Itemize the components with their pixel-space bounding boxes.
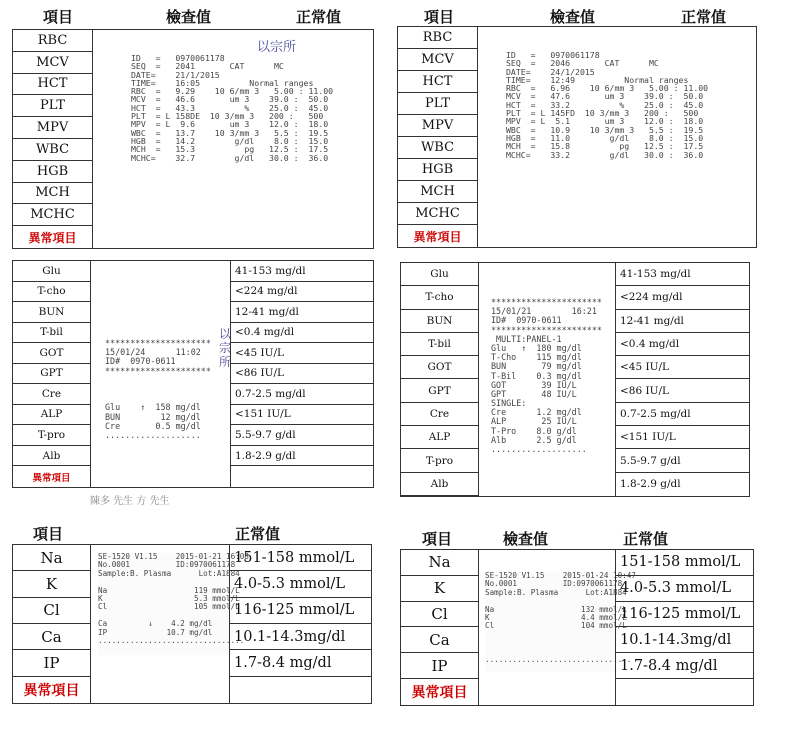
label-mchc: MCHC [398, 203, 477, 225]
printout-line: Glu ↑ 158 mg/dl [105, 402, 201, 413]
label-t-pro: T-pro [13, 425, 90, 446]
printout-line: Cl 104 mmol/L [485, 621, 627, 631]
chem-analyzer-printout [491, 298, 611, 454]
printout-line [105, 385, 225, 394]
electrolyte-normal-column [615, 550, 753, 705]
abnormal-items-label: 異常項目 [411, 685, 468, 702]
stray-handwriting: 陳多 先生 方 先生 [90, 496, 170, 507]
label-t-cho: T-cho [13, 282, 90, 303]
label-t-cho: T-cho [401, 286, 478, 309]
printout-line: ................... [491, 444, 587, 454]
cbc-label-column [398, 27, 478, 247]
label-rbc: RBC [398, 27, 477, 49]
printout-line: MCHC= 32.7 g/dl 30.0 : 36.0 [131, 152, 329, 163]
label-ca: Ca [401, 627, 478, 653]
printout-line: ID# 0970-0611 [105, 356, 176, 367]
label-mchc: MCHC [13, 204, 92, 226]
label-t-bil: T-bil [13, 323, 90, 344]
printout-line: MCV = 47.6 um 3 39.0 : 50.0 [506, 91, 704, 102]
printout-line: Sample:B. Plasma Lot:A1884 [485, 587, 627, 597]
printout-line: MCHC= 33.2 g/dl 30.0 : 36.0 [506, 149, 704, 160]
printout-line: ********************** [491, 297, 602, 307]
printout-line: BUN 79 mg/dl [491, 361, 582, 372]
printout-line: ................................ [98, 635, 245, 645]
printout-line: MULTI:PANEL-1 [491, 333, 562, 344]
label-got: GOT [13, 343, 90, 364]
printout-line: T-Pro 8.0 g/dl [491, 425, 577, 436]
normal-header: 正常值 [681, 8, 727, 26]
label-rbc: RBC [13, 30, 92, 52]
normal-range-value: 151-158 mmol/L [616, 550, 753, 576]
printout-line: MCH = 15.3 pg 12.5 : 17.5 [131, 144, 329, 155]
printout-line: ********************** [491, 324, 602, 335]
label-alp: ALP [13, 405, 90, 426]
label-cre: Cre [401, 403, 478, 426]
normal-range-value: <224 mg/dl [231, 282, 373, 303]
printout-line: SINGLE: [491, 398, 527, 409]
label-mch: MCH [13, 183, 92, 205]
label-bun: BUN [13, 302, 90, 323]
printout-line: Na 119 mmol/L [98, 585, 240, 595]
label-k: K [13, 571, 90, 597]
printout-line: Glu ↑ 180 mg/dl [491, 342, 582, 353]
printout-line: MCH = 15.8 pg 12.5 : 17.5 [506, 141, 704, 152]
printout-line: ALP 25 IU/L [491, 416, 577, 427]
label-ip: IP [13, 650, 90, 676]
printout-line: WBC = 13.7 10 3/mm 3 5.5 : 19.5 [131, 127, 329, 138]
label-ca: Ca [13, 624, 90, 650]
printout-line: GPT 48 IU/L [491, 388, 577, 399]
printout-line: ********************* [105, 365, 211, 376]
label-alb: Alb [401, 473, 478, 496]
normal-range-value: 10.1-14.3mg/dl [616, 627, 753, 653]
chem-table-left [12, 260, 374, 488]
printout-line [485, 631, 615, 639]
printout-line: ................................ [485, 654, 632, 664]
label-hct: HCT [398, 71, 477, 93]
printout-line: Cre 0.5 mg/dl [105, 420, 201, 431]
label-k: K [401, 576, 478, 602]
label-plt: PLT [13, 95, 92, 117]
label-mpv: MPV [398, 115, 477, 137]
value-header: 檢查值 [503, 530, 549, 548]
cbc-label-column [13, 30, 93, 248]
chem-label-column [401, 263, 479, 496]
printout-line: SE-1520 V1.15 2015-01-24 10:47 [485, 571, 636, 580]
printout-line: GOT 39 IU/L [491, 379, 577, 390]
printout-line: Cl 105 mmol/L [98, 602, 240, 612]
printout-line: HGB = 14.2 g/dl 8.0 : 15.0 [131, 135, 329, 146]
normal-range-value: 0.7-2.5 mg/dl [231, 384, 373, 405]
normal-header: 正常值 [296, 8, 342, 26]
printout-line: T-Cho 115 mg/dl [491, 352, 582, 363]
printout-line: MPV = L 5.1 um 3 12.0 : 18.0 [506, 116, 704, 127]
printout-line: WBC = 10.9 10 3/mm 3 5.5 : 19.5 [506, 124, 704, 135]
electrolyte-label-column [13, 545, 91, 703]
normal-range-value: 4.0-5.3 mmol/L [230, 571, 371, 597]
normal-range-value: <45 IU/L [616, 356, 749, 379]
normal-range-value: <45 IU/L [231, 343, 373, 364]
label-ip: IP [401, 653, 478, 679]
label-cl: Cl [13, 598, 90, 624]
electrolyte-analyzer-printout [98, 552, 249, 655]
printout-line: DATE= 21/1/2015 [131, 69, 220, 80]
printout-line: ********************* [105, 338, 211, 348]
printout-line: Ca ↓ 4.2 mg/dl [98, 619, 213, 629]
printout-line: 15/01/24 11:02 [105, 347, 201, 358]
normal-range-value: 4.0-5.3 mmol/L [616, 576, 753, 602]
electrolyte-table-right [400, 549, 754, 706]
handwritten-note: 以宗所 [257, 40, 297, 55]
electrolyte-label-column [401, 550, 479, 705]
item-header: 項目 [43, 8, 74, 26]
label-mch: MCH [398, 181, 477, 203]
label-mcv: MCV [398, 49, 477, 71]
printout-line: K 4.4 mmol/L [485, 612, 627, 622]
printout-line: IP 10.7 mg/dl [98, 627, 213, 637]
chem-label-column [13, 261, 91, 487]
value-header: 檢查值 [550, 8, 596, 26]
abnormal-items-label: 異常項目 [23, 682, 80, 699]
printout-line: HGB = 11.0 g/dl 8.0 : 15.0 [506, 132, 704, 143]
normal-range-value: 41-153 mg/dl [231, 261, 373, 282]
label-hct: HCT [13, 74, 92, 96]
normal-range-value: 1.7-8.4 mg/dl [616, 653, 753, 679]
cbc-analyzer-printout [506, 51, 754, 171]
normal-range-value: 12-41 mg/dl [616, 310, 749, 333]
printout-line: PLT = L 158DE 10 3/mm 3 200 : 500 [131, 111, 324, 122]
electrolyte-table-left [12, 544, 372, 704]
item-header: 項目 [424, 8, 455, 26]
value-header: 檢查值 [166, 8, 212, 26]
label-plt: PLT [398, 93, 477, 115]
normal-range-value: 151-158 mmol/L [230, 545, 371, 571]
printout-line: Alb 2.5 g/dl [491, 434, 577, 445]
label-cl: Cl [401, 602, 478, 628]
printout-line: No.0001 ID:0970061178 [485, 579, 623, 589]
abnormal-items-label: 異常項目 [32, 472, 71, 484]
normal-header: 正常值 [623, 530, 669, 548]
label-t-bil: T-bil [401, 333, 478, 356]
label-glu: Glu [401, 263, 478, 286]
printout-line: BUN 12 mg/dl [105, 411, 201, 422]
printout-line: DATE= 24/1/2015 [506, 66, 595, 77]
label-t-pro: T-pro [401, 449, 478, 472]
printout-line: RBC = 9.29 10 6/mm 3 5.00 : 11.00 [131, 86, 334, 97]
label-glu: Glu [13, 261, 90, 282]
printout-line: HCT = 33.2 % 25.0 : 45.0 [506, 99, 704, 110]
label-wbc: WBC [13, 139, 92, 161]
printout-line: SEQ = 2041 CAT MC [131, 61, 284, 72]
printout-line: ID = 0970061178 [506, 50, 600, 60]
electrolyte-analyzer-printout [485, 571, 636, 672]
normal-range-value: <224 mg/dl [616, 286, 749, 309]
normal-range-value: 41-153 mg/dl [616, 263, 749, 286]
label-gpt: GPT [401, 379, 478, 402]
printout-line: MCV = 46.6 um 3 39.0 : 50.0 [131, 94, 329, 105]
label-hgb: HGB [13, 161, 92, 183]
cbc-table-right [397, 26, 757, 248]
printout-line: TIME= 16:05 Normal ranges [131, 77, 314, 88]
normal-range-value: 0.7-2.5 mg/dl [616, 403, 749, 426]
normal-range-value: 1.7-8.4 mg/dl [230, 650, 371, 676]
printout-line: No.0001 ID:0970061178 [98, 560, 236, 570]
normal-range-value: <151 IU/L [231, 405, 373, 426]
printout-line: Na 132 mmol/L [485, 604, 627, 614]
cbc-table-left [12, 29, 374, 249]
printout-line: RBC = 6.96 10 6/mm 3 5.00 : 11.00 [506, 83, 709, 94]
item-header: 項目 [422, 530, 453, 548]
normal-range-value: 5.5-9.7 g/dl [616, 449, 749, 472]
normal-range-value: <151 IU/L [616, 426, 749, 449]
normal-range-value: 10.1-14.3mg/dl [230, 624, 371, 650]
normal-range-value: 12-41 mg/dl [231, 302, 373, 323]
printout-line: HCT = 43.3 % 25.0 : 45.0 [131, 102, 329, 113]
handwritten-note: 以宗所 [219, 327, 232, 369]
normal-header: 正常值 [235, 525, 281, 543]
label-na: Na [13, 545, 90, 571]
chem-table-right [400, 262, 750, 497]
label-bun: BUN [401, 310, 478, 333]
label-na: Na [401, 550, 478, 576]
normal-range-value: 116-125 mmol/L [230, 598, 371, 624]
printout-line [485, 639, 615, 647]
label-hgb: HGB [398, 159, 477, 181]
abnormal-items-label: 異常項目 [28, 230, 77, 245]
normal-range-value: <0.4 mg/dl [616, 333, 749, 356]
label-cre: Cre [13, 384, 90, 405]
electrolyte-normal-column [229, 545, 371, 703]
label-alp: ALP [401, 426, 478, 449]
normal-range-value: 116-125 mmol/L [616, 602, 753, 628]
label-gpt: GPT [13, 364, 90, 385]
printout-line: PLT = L 145FD 10 3/mm 3 200 : 500 [506, 108, 699, 119]
normal-range-value: <86 IU/L [616, 379, 749, 402]
label-wbc: WBC [398, 137, 477, 159]
normal-range-value: 5.5-9.7 g/dl [231, 425, 373, 446]
chem-normal-column [615, 263, 749, 496]
abnormal-items-label: 異常項目 [413, 229, 462, 244]
chem-analyzer-printout [105, 339, 225, 439]
printout-line: 15/01/21 16:21 [491, 306, 597, 317]
printout-line: ................... [105, 429, 201, 440]
label-alb: Alb [13, 446, 90, 467]
label-mpv: MPV [13, 117, 92, 139]
normal-range-value: 1.8-2.9 g/dl [231, 446, 373, 467]
cbc-analyzer-printout [131, 54, 373, 174]
printout-line [105, 376, 225, 385]
normal-range-value: <0.4 mg/dl [231, 323, 373, 344]
printout-line: SE-1520 V1.15 2015-01-21 16:08 [98, 552, 249, 561]
normal-range-value: 1.8-2.9 g/dl [620, 478, 681, 491]
printout-line: T-Bil 0.3 mg/dl [491, 370, 582, 381]
printout-line: SEQ = 2046 CAT MC [506, 58, 659, 69]
printout-line: MPV = L 9.6 um 3 12.0 : 18.0 [131, 119, 329, 130]
item-header: 項目 [33, 525, 64, 543]
chem-normal-column [230, 261, 373, 487]
printout-line: Sample:B. Plasma Lot:A1884 [98, 568, 240, 578]
printout-line: TIME= 12:49 Normal ranges [506, 74, 689, 85]
label-mcv: MCV [13, 52, 92, 74]
normal-range-value: <86 IU/L [231, 364, 373, 385]
label-got: GOT [401, 356, 478, 379]
printout-line: ID = 0970061178 [131, 53, 225, 63]
printout-line: K 5.3 mmol/L [98, 593, 240, 603]
printout-line: ID# 0970-0611 [491, 315, 562, 326]
printout-line: Cre 1.2 mg/dl [491, 407, 582, 418]
